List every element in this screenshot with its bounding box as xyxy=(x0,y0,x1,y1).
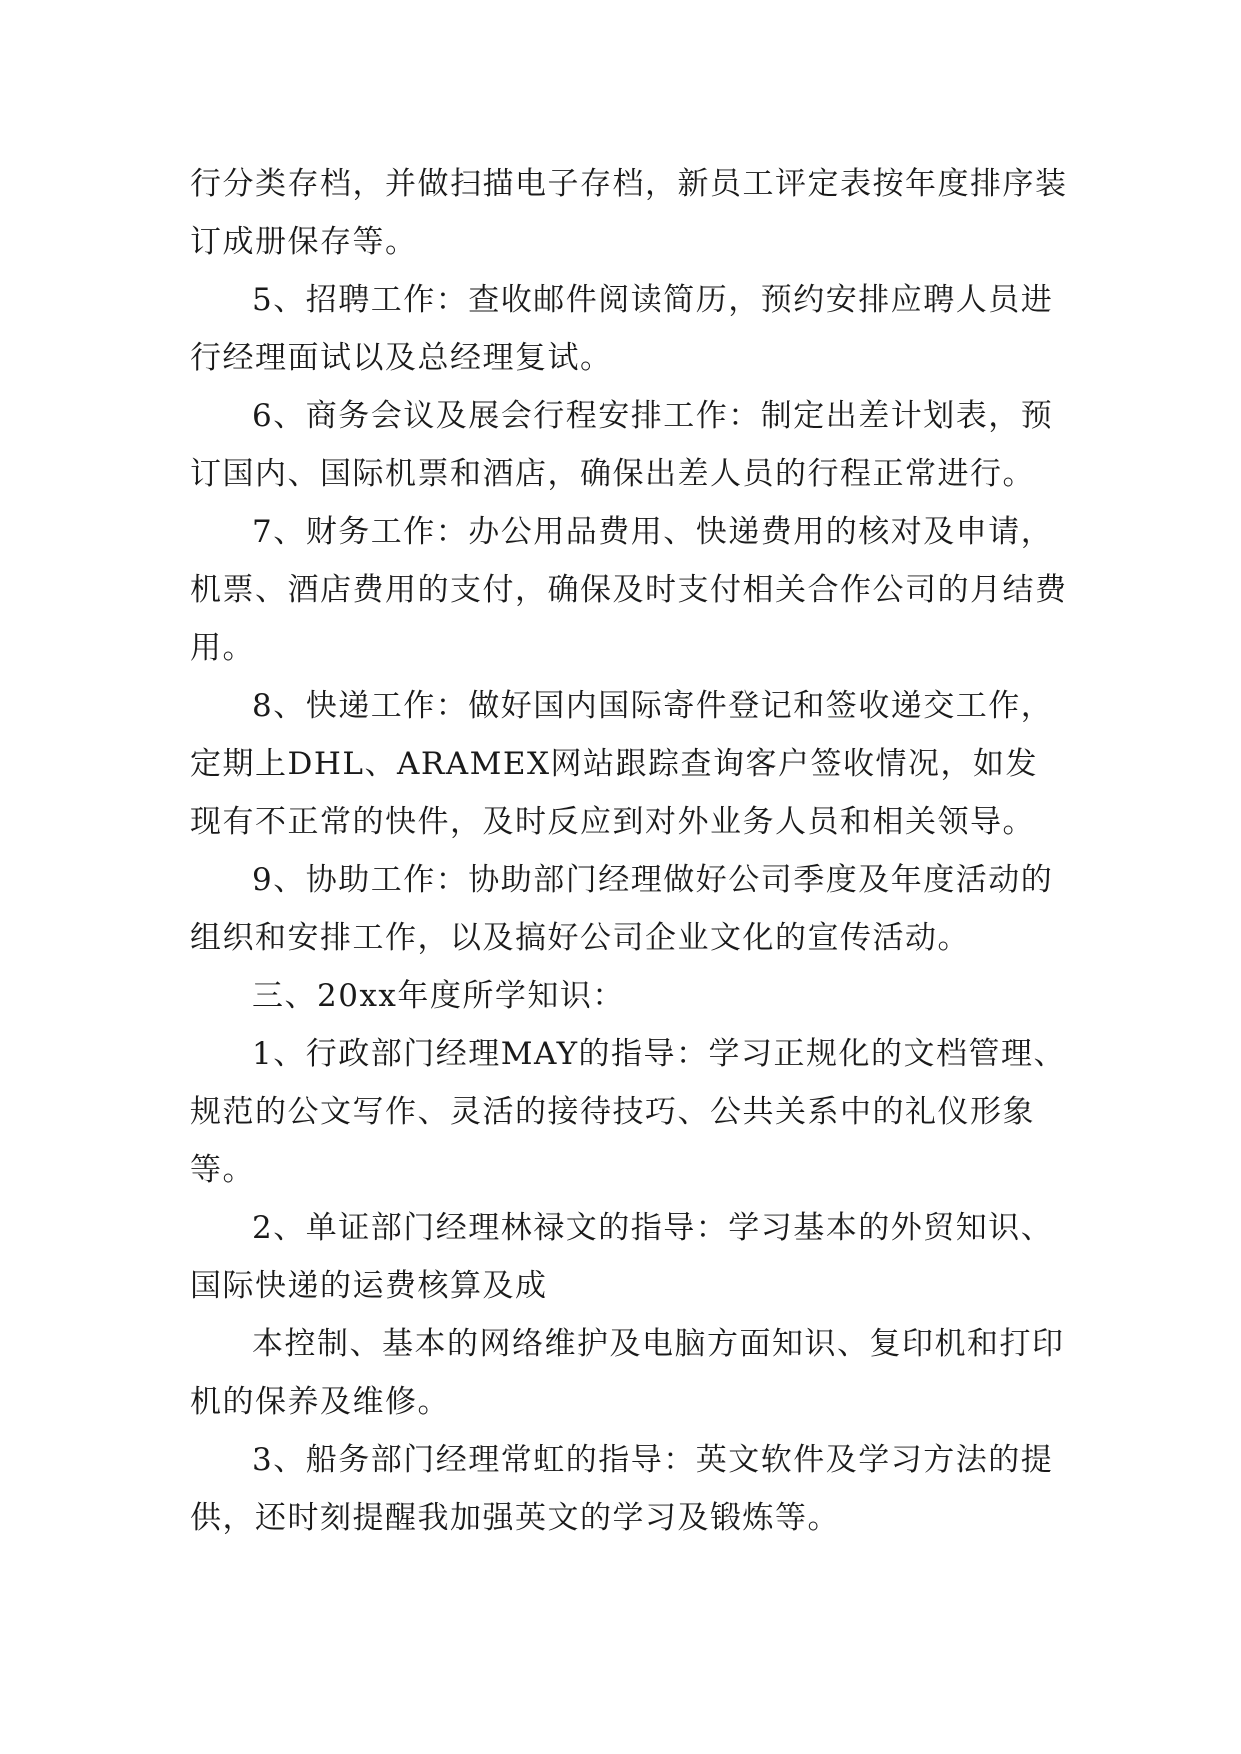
document-body xyxy=(190,155,1070,1547)
paragraph-business-travel: 6、商务会议及展会行程安排工作：制定出差计划表，预订国内、国际机票和酒店，确保出差人员的行程正常进行。 xyxy=(190,398,1054,492)
paragraph-recruitment: 5、招聘工作：查收邮件阅读简历，预约安排应聘人员进行经理面试以及总经理复试。 xyxy=(190,282,1054,376)
paragraph-archiving-continued: 行分类存档，并做扫描电子存档，新员工评定表按年度排序装订成册保存等。 xyxy=(190,166,1068,260)
paragraph-assistance: 9、协助工作：协助部门经理做好公司季度及年度活动的组织和安排工作，以及搞好公司企业文化的宣传活动。 xyxy=(190,862,1054,956)
section-heading-knowledge: 三、20xx年度所学知识： xyxy=(252,978,625,1014)
paragraph-finance: 7、财务工作：办公用品费用、快递费用的核对及申请，机票、酒店费用的支付，确保及时支付相关合作公司的月结费用。 xyxy=(190,514,1068,666)
paragraph-shipping-guidance: 3、船务部门经理常虹的指导：英文软件及学习方法的提供，还时刻提醒我加强英文的学习及锻炼等。 xyxy=(190,1442,1054,1536)
paragraph-admin-guidance: 1、行政部门经理MAY的指导：学习正规化的文档管理、规范的公文写作、灵活的接待技巧、公共关系中的礼仪形象等。 xyxy=(190,1036,1067,1188)
paragraph-cost-control: 本控制、基本的网络维护及电脑方面知识、复印机和打印机的保养及维修。 xyxy=(190,1326,1065,1420)
paragraph-documents-guidance: 2、单证部门经理林禄文的指导：学习基本的外贸知识、国际快递的运费核算及成 xyxy=(190,1210,1054,1304)
paragraph-express-delivery: 8、快递工作：做好国内国际寄件登记和签收递交工作，定期上DHL、ARAMEX网站跟踪查询客户签收情况，如发现有不正常的快件，及时反应到对外业务人员和相关领导。 xyxy=(190,688,1054,840)
